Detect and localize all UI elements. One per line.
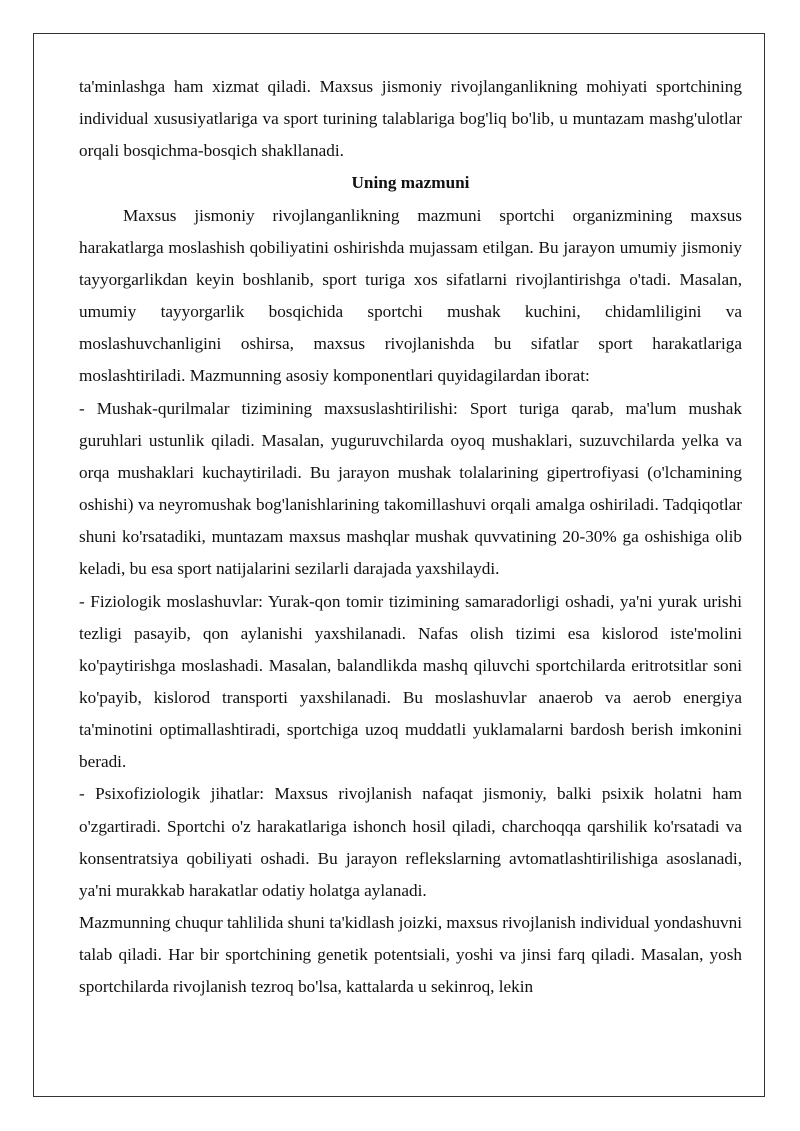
list-item-muscle-system: - Mushak-qurilmalar tizimining maxsuslashtirilishi: Sport turiga qarab, ma'lum mushak guruhlari ustunlik qiladi. Masalan, yuguruvchilarda oyoq mushaklari, suzuvchilarda yelka va orqa mushaklari kuchaytiriladi. Bu jarayon mushak tolalarining gipertrofiyasi (o'lchamining oshishi) va neyromushak bog'lanishlarining takomillashuvi orqali amalga oshiriladi. Tadqiqotlar shuni ko'rsatadiki, muntazam maxsus mashqlar mushak quvvatining 20-30% ga oshishiga olib keladi, bu esa sport natijalarini sezilarli darajada yaxshilaydi. (79, 398, 742, 579)
paragraph-intro: Maxsus jismoniy rivojlanganlikning mazmuni sportchi organizmining maxsus harakatlarga moslashish qobiliyatini oshirishda mujassam etilgan. Bu jarayon umumiy jismoniy tayyorgarlikdan keyin boshlanib, sport turiga xos sifatlarni rivojlantirishga o'tadi. Masalan, umumiy tayyorgarlik bosqichida sportchi mushak kuchini, chidamliligini va moslashuvchanligini oshirsa, maxsus rivojlanishda bu sifatlar sport harakatlariga moslashtiriladi. Mazmunning asosiy komponentlari quyidagilardan iborat: (79, 205, 742, 386)
section-heading: Uning mazmuni (351, 173, 470, 193)
document-body (79, 71, 742, 1004)
list-item-physiological-adaptations: - Fiziologik moslashuvlar: Yurak-qon tomir tizimining samaradorligi oshadi, ya'ni yurak urishi tezligi pasayib, qon aylanishi yaxshilanadi. Nafas olish tizimi esa kislorod iste'molini ko'paytirishga moslashadi. Masalan, balandlikda mashq qiluvchi sportchilarda eritrotsitlar soni ko'payib, kislorod transporti yaxshilanadi. Bu moslashuvlar anaerob va aerob energiya ta'minotini optimallashtiradi, sportchiga uzoq muddatli yuklamalarni bardosh berish imkonini beradi. (79, 591, 742, 772)
paragraph-continuation: ta'minlashga ham xizmat qiladi. Maxsus jismoniy rivojlanganlikning mohiyati sportchining individual xususiyatlariga va sport turining talablariga bog'liq bo'lib, u muntazam mashg'ulotlar orqali bosqichma-bosqich shakllanadi. (79, 77, 742, 161)
list-item-psychophysiological-aspects: - Psixofiziologik jihatlar: Maxsus rivojlanish nafaqat jismoniy, balki psixik holatni ham o'zgartiradi. Sportchi o'z harakatlariga ishonch hosil qiladi, charchoqqa qarshilik ko'rsatadi va konsentratsiya qobiliyati oshadi. Bu jarayon reflekslarning avtomatlashtirilishiga asoslanadi, ya'ni murakkab harakatlar odatiy holatga aylanadi. (79, 784, 742, 900)
paragraph-closing: Mazmunning chuqur tahlilida shuni ta'kidlash joizki, maxsus rivojlanish individual yondashuvni talab qiladi. Har bir sportchining genetik potentsiali, yoshi va jinsi farq qiladi. Masalan, yosh sportchilarda rivojlanish tezroq bo'lsa, kattalarda u sekinroq, lekin (79, 913, 742, 997)
